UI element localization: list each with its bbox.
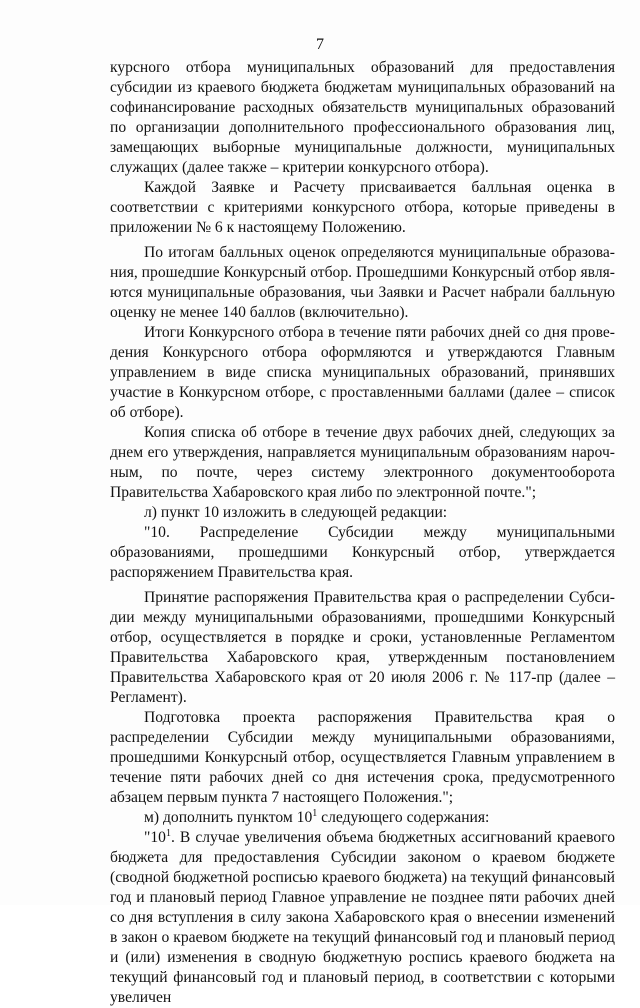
paragraph-copy-list: Копия списка об отборе в течение двух рабочих дней, следующих за днем его утверждения, направляется муниципальным образованиям нарочным, по почте, через систему электронного документооборота Правительства Хабаровского края либо по электронной почте."; [110,424,615,501]
paragraph-item-10-1 [110,828,615,1008]
paragraph-adoption: Принятие распоряжения Правительства края о распределении Субсидии между муниципальными образованиями, прошедшими Конкурсный отбор, осуществляется в порядке и сроки, установленные Регламентом Правительства Хабаровского края, утвержденным постановлением Правительства Хабаровского края от 20 июля 2006 г. № 117-пр (далее – Регламент). [110,589,615,706]
paragraph-scoring: Каждой Заявке и Расчету присваивается балльная оценка в соответствии с критериями конкурсного отбора, которые приведены в приложении № 6 к настоящему Положению. [110,179,615,236]
paragraph-item-10: "10. Распределение Субсидии между муниципальными образованиями, прошедшими Конкурсный отбор, утверждается распоряжением Правительства края. [110,524,615,581]
item-10-1-text-before: "10 [144,829,166,846]
paragraph-outcome: Итоги Конкурсного отбора в течение пяти рабочих дней со дня проведения Конкурсного отбора оформляются и утверждаются Главным управлением в виде списка муниципальных образований, принявших участие в Конкурсном отборе, с проставленными баллами (далее – список об отборе). [110,324,615,421]
paragraph-item-l: л) пункт 10 изложить в следующей редакции: [144,504,448,521]
item-m-text-after: следующего содержания: [317,809,490,826]
item-m-superscript: 1 [312,807,318,819]
paragraph-preparation: Подготовка проекта распоряжения Правительства края о распределении Субсидии между муниципальными образованиями, прошедшими Конкурсный отбор, осуществляется Главным управлением в течение пяти рабочих дней со дня истечения срока, предусмотренного абзацем первым пункта 7 настоящего Положения."; [110,709,615,806]
item-10-1-text-after: . В случае увеличения объема бюджетных ассигнований краевого бюджета для предоставления Субсидии законом о краевом бюджете (сводной бюджетной росписью краевого бюджета) на текущий финансовый год и плановый период Главное управление не позднее пяти рабочих дней со дня вступления в силу закона Хабаровского края о внесении изменений в закон о краевом бюджете на текущий финансовый год и плановый период и (или) изменения в сводную бюджетную роспись краевого бюджета на текущий финансовый год и плановый период, в соответствии с которыми увеличен [110,829,615,1006]
paragraph-continuation: курсного отбора муниципальных образований для предоставления субсидии из краевого бюджета бюджетам муниципальных образований на софинансирование расходных обязательств муниципальных образований по организации дополнительного профессионального образования лиц, замещающих выборные муниципальные должности, муниципальных служащих (далее также – критерии конкурсного отбора). [110,59,615,176]
document-body [110,58,615,1008]
item-10-1-superscript: 1 [165,827,171,839]
item-m-text-before: м) дополнить пунктом 10 [144,809,313,826]
paragraph-results: По итогам балльных оценок определяются муниципальные образования, прошедшие Конкурсный отбор. Прошедшими Конкурсный отбор являются муниципальные образования, чьи Заявки и Расчет набрали балльную оценку не менее 140 баллов (включительно). [110,244,615,321]
paragraph-item-m [110,808,615,828]
page-number: 7 [316,36,324,53]
